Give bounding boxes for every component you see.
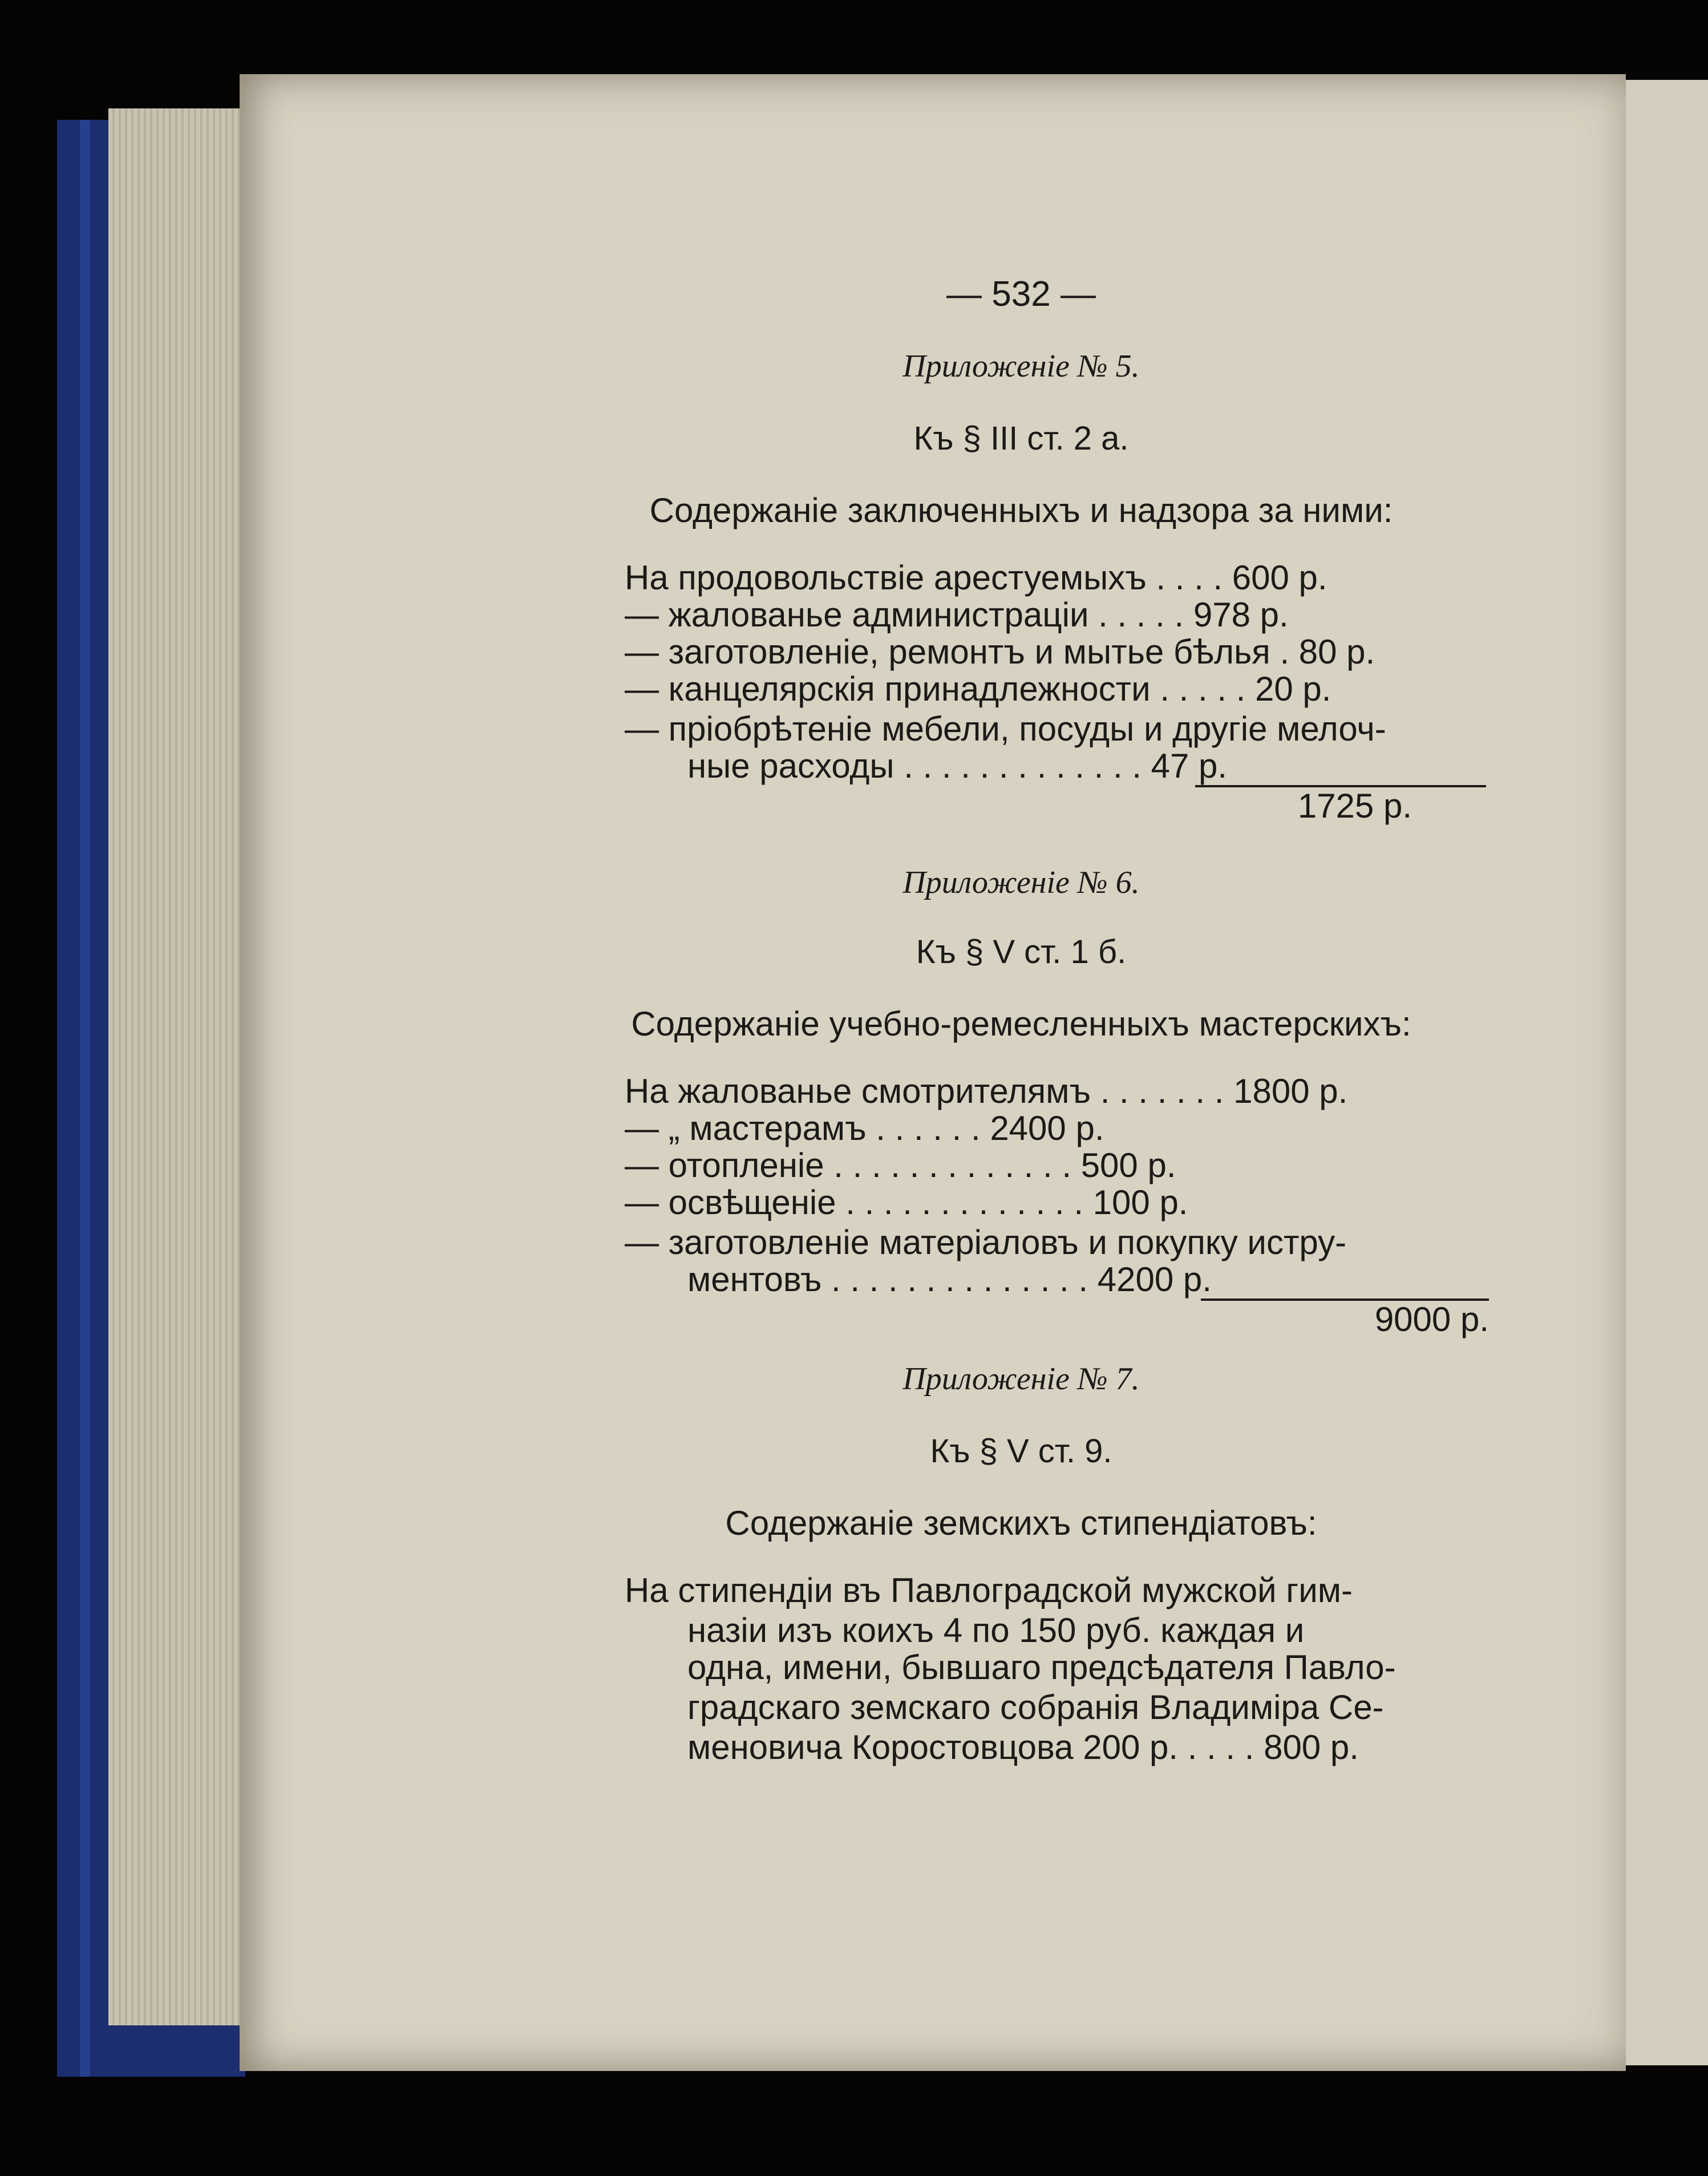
appendix-6-line-3: — отопленіе . . . . . . . . . . . . . 500 р. [625, 1146, 1176, 1184]
appendix-6-line-2: — „ мастерамъ . . . . . . 2400 р. [625, 1109, 1104, 1147]
appendix-6-total: 9000 р. [1374, 1300, 1489, 1338]
appendix-7-line-2: назіи изъ коихъ 4 по 150 руб. каждая и [687, 1611, 1305, 1649]
appendix-5-line-1: На продовольствіе арестуемыхъ . . . . 600 р. [625, 559, 1327, 597]
appendix-7-reference: Къ § V ст. 9. [930, 1433, 1112, 1470]
appendix-7-line-3: одна, имени, бывшаго предсѣдателя Павло- [687, 1648, 1396, 1686]
appendix-6-line-5: — заготовленіе матеріаловъ и покупку истру- [625, 1223, 1347, 1261]
appendix-5-heading: Приложеніе № 5. [902, 349, 1140, 384]
appendix-7-line-5: меновича Коростовцова 200 р. . . . . 800 р. [687, 1728, 1359, 1766]
appendix-6-title: Содержаніе учебно-ремесленныхъ мастерскихъ: [631, 1005, 1411, 1043]
appendix-5-line-2: — жалованье администраціи . . . . . 978 р. [625, 596, 1289, 634]
appendix-5-title: Содержаніе заключенныхъ и надзора за ними: [649, 491, 1393, 529]
appendix-6-reference: Къ § V ст. 1 б. [916, 933, 1127, 970]
appendix-5-line-5: — пріобрѣтеніе мебели, посуды и другіе мелоч- [625, 710, 1386, 748]
appendix-6-heading: Приложеніе № 6. [902, 865, 1140, 900]
appendix-7-line-1: На стипендіи въ Павлоградской мужской гим- [625, 1571, 1353, 1609]
appendix-6-line-4: — освѣщеніе . . . . . . . . . . . . . 100 р. [625, 1183, 1188, 1222]
appendix-5-line-6: ные расходы . . . . . . . . . . . . . 47 р. [687, 747, 1228, 785]
page-number: — 532 — [946, 274, 1096, 314]
appendix-5-line-4: — канцелярскія принадлежности . . . . . 20 р. [625, 670, 1331, 708]
appendix-5-reference: Къ § III ст. 2 а. [913, 420, 1129, 457]
appendix-5-total: 1725 р. [1297, 787, 1412, 825]
appendix-6-line-6: ментовъ . . . . . . . . . . . . . . 4200 р. [687, 1260, 1212, 1299]
appendix-7-line-4: градскаго земскаго собранія Владиміра Се- [687, 1688, 1384, 1726]
appendix-5-line-3: — заготовленіе, ремонтъ и мытье бѣлья . 80 р. [625, 633, 1375, 671]
appendix-7-title: Содержаніе земскихъ стипендіатовъ: [725, 1504, 1317, 1542]
appendix-7-heading: Приложеніе № 7. [902, 1361, 1140, 1397]
appendix-6-line-1: На жалованье смотрителямъ . . . . . . . 1800 р. [625, 1072, 1348, 1110]
